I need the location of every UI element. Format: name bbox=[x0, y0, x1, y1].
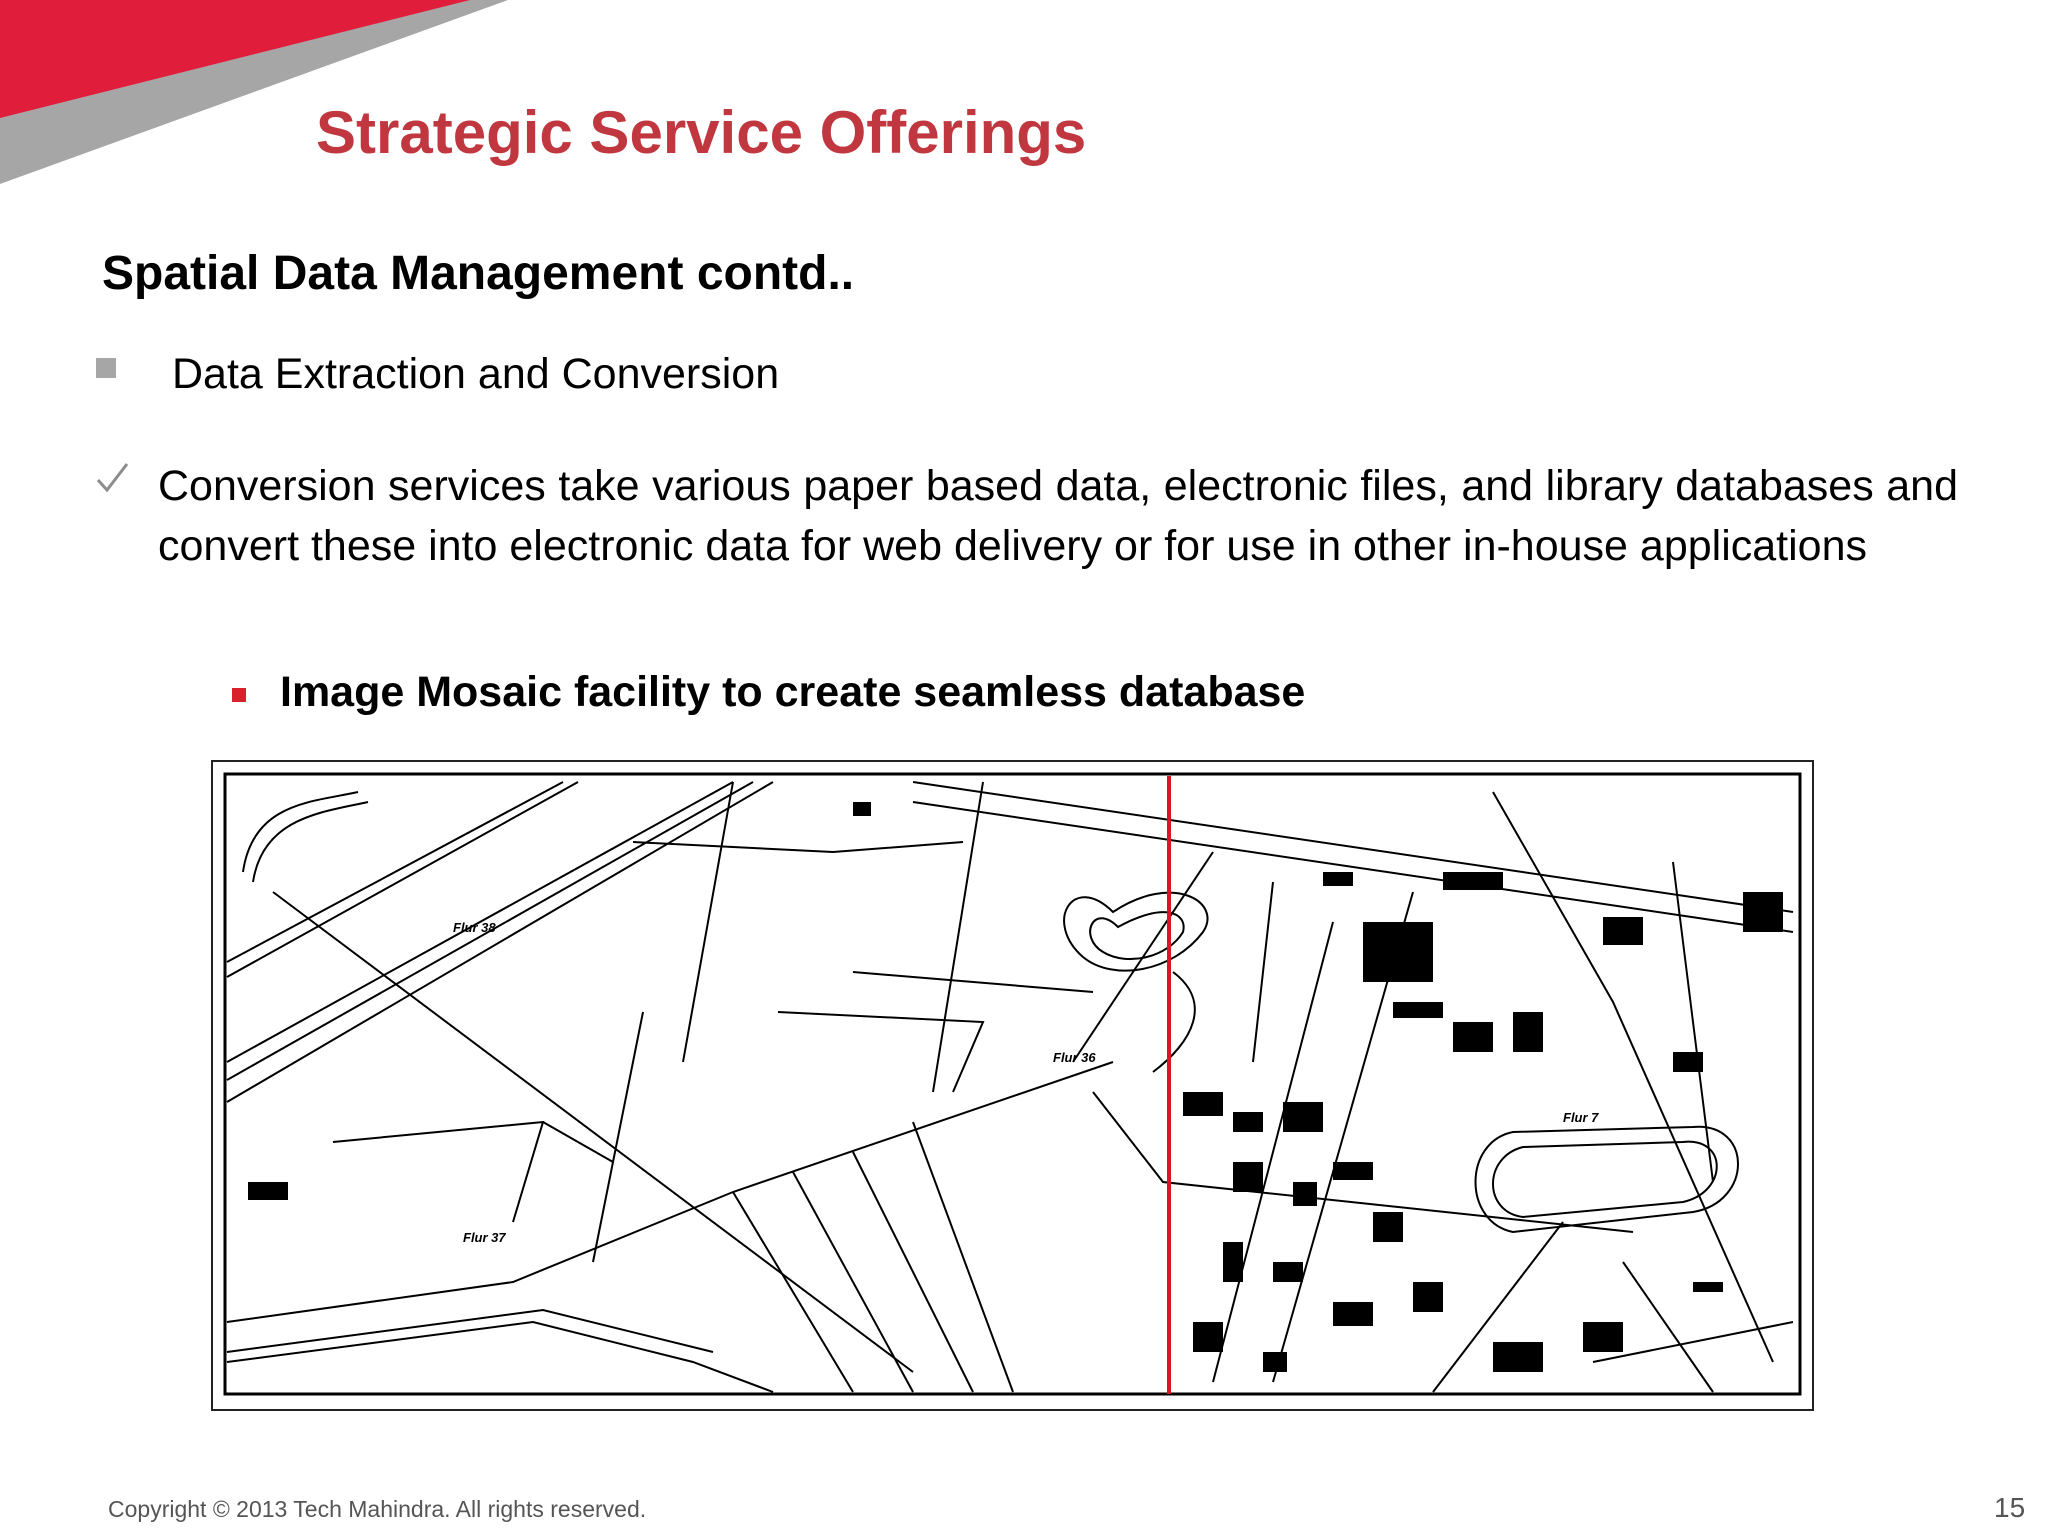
square-bullet-icon bbox=[96, 358, 116, 378]
map-label-flur-36: Flur 36 bbox=[1053, 1050, 1096, 1065]
section-subtitle: Spatial Data Management contd.. bbox=[102, 247, 855, 300]
slide-title: Strategic Service Offerings bbox=[316, 99, 1087, 166]
bullet-heading: Data Extraction and Conversion bbox=[172, 350, 780, 398]
check-icon bbox=[94, 460, 130, 496]
map-drawing bbox=[213, 762, 1812, 1409]
sub-bullet-text: Image Mosaic facility to create seamless database bbox=[280, 668, 1306, 716]
copyright-footer: Copyright © 2013 Tech Mahindra. All rights reserved. bbox=[108, 1496, 647, 1522]
square-bullet-icon bbox=[232, 688, 246, 702]
description-paragraph: Conversion services take various paper based data, electronic files, and library databases and convert these into electronic data for web delivery or for use in other in-house applications bbox=[158, 462, 1958, 570]
mosaic-map-image bbox=[211, 760, 1814, 1411]
map-label-flur-7: Flur 7 bbox=[1563, 1110, 1599, 1125]
map-label-flur-37: Flur 37 bbox=[463, 1230, 506, 1245]
map-label-flur-38: Flur 38 bbox=[453, 920, 496, 935]
page-number: 15 bbox=[1994, 1492, 2026, 1523]
